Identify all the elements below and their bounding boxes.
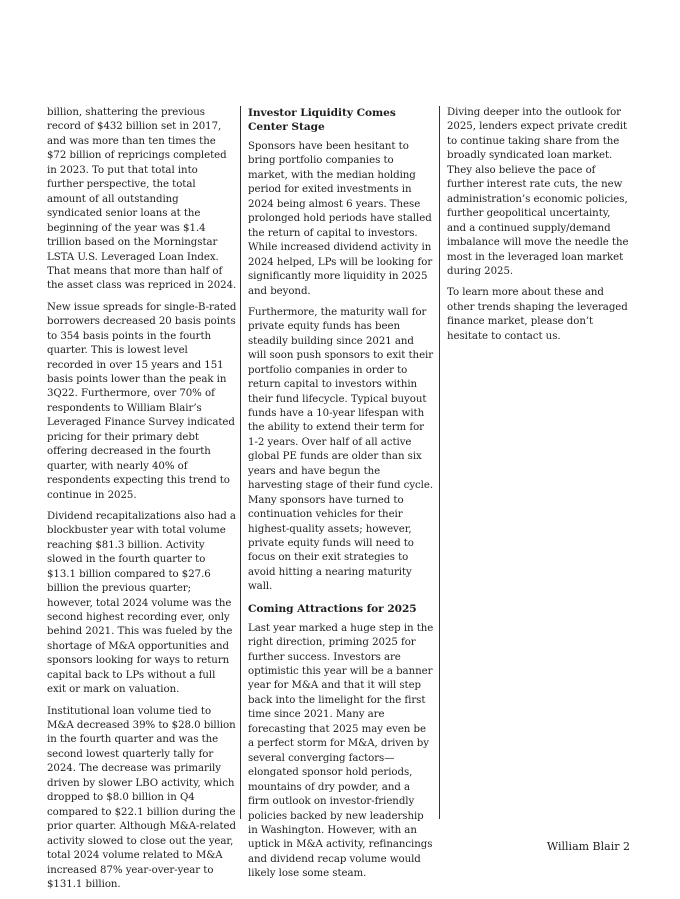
body-paragraph: To learn more about these and other trends shaping the leveraged finance market, please don’t hesitate to contact us. — [447, 287, 628, 342]
page-footer: William Blair 2 — [546, 840, 630, 853]
body-paragraph: New issue spreads for single-B-rated borrowers decreased 20 basis points to 354 basis points in the fourth quarter. This is lowest level recorded in over 15 years and 151 basis points lower than the peak in 3Q22. Furthermore, over 70% of respondents to William Blair’s Leveraged Finance Survey indicated pricing for their primary debt offering decreased in the fourth quarter, with nearly 40% of respondents expecting this trend to continue in 2025. — [47, 301, 237, 501]
text-column-right — [447, 106, 631, 351]
body-paragraph: Furthermore, the maturity wall for private equity funds has been steadily building since 2021 and will soon push sponsors to exit their portfolio companies in order to return capital to investors within their fund lifecycle. Typical buyout funds have a 10-year lifespan with the ability to extend their term for 1-2 years. Over half of all active global PE funds are older than six years and have begun the harvesting stage of their fund cycle. Many sponsors have turned to continuation vehicles for their highest-quality assets; however, private equity funds will need to focus on their exit strategies to avoid hitting a nearing maturity wall. — [248, 306, 434, 593]
section-heading-investor-liquidity: Investor Liquidity Comes Center Stage — [248, 107, 396, 133]
body-paragraph: Last year marked a huge step in the right direction, priming 2025 for further success. Investors are optimistic this year will be a banner year for M&A and that it will step back into the limelight for the first time since 2021. Many are forecasting that 2025 may even be a perfect storm for M&A, driven by several converging factors—elongated sponsor hold periods, mountains of dry powder, and a firm outlook on investor-friendly policies backed by new leadership in Washington. However, with an uptick in M&A activity, refinancings and dividend recap volume would likely lose some steam. — [248, 622, 434, 880]
body-paragraph: Institutional loan volume tied to M&A decreased 39% to $28.0 billion in the fourth quarter and was the second lowest quarterly tally for 2024. The decrease was primarily driven by slower LBO activity, which dropped to $8.0 billion in Q4 compared to $22.1 billion during the prior quarter. Although M&A-related activity slowed to close out the year, total 2024 volume related to M&A increased 87% year-over-year to $131.1 billion. — [47, 705, 236, 890]
body-paragraph: billion, shattering the previous record of $432 billion set in 2017, and was more than ten times the $72 billion of repricings completed in 2023. To put that total into further perspective, the total amount of all outstanding syndicated senior loans at the beginning of the year was $1.4 trillion based on the Morningstar LSTA U.S. Leveraged Loan Index. That means that more than half of the asset class was repriced in 2024. — [47, 107, 237, 292]
section-heading-coming-attractions: Coming Attractions for 2025 — [248, 602, 417, 615]
text-column-left — [47, 106, 237, 899]
body-paragraph: Diving deeper into the outlook for 2025, lenders expect private credit to continue taking share from the broadly syndicated loan market. They also believe the pace of further interest rate cuts, the new administration’s economic policies, further geopolitical uncertainty, and a continued supply/demand imbalance will move the needle the most in the leveraged loan market during 2025. — [447, 107, 629, 277]
body-paragraph: Dividend recapitalizations also had a blockbuster year with total volume reaching $81.3 billion. Activity slowed in the fourth quarter to $13.1 billion compared to $27.6 billion the previous quarter; however, total 2024 volume was the second highest recording ever, only behind 2021. This was fueled by the shortage of M&A opportunities and sponsors looking for ways to return capital back to LPs without a full exit or mark on valuation. — [47, 510, 236, 696]
text-column-middle — [240, 106, 440, 880]
body-paragraph: Sponsors have been hesitant to bring portfolio companies to market, with the median holding period for exited investments in 2024 being almost 6 years. These prolonged hold periods have stalled the return of capital to investors. While increased dividend activity in 2024 helped, LPs will be looking for significantly more liquidity in 2025 and beyond. — [248, 141, 433, 297]
